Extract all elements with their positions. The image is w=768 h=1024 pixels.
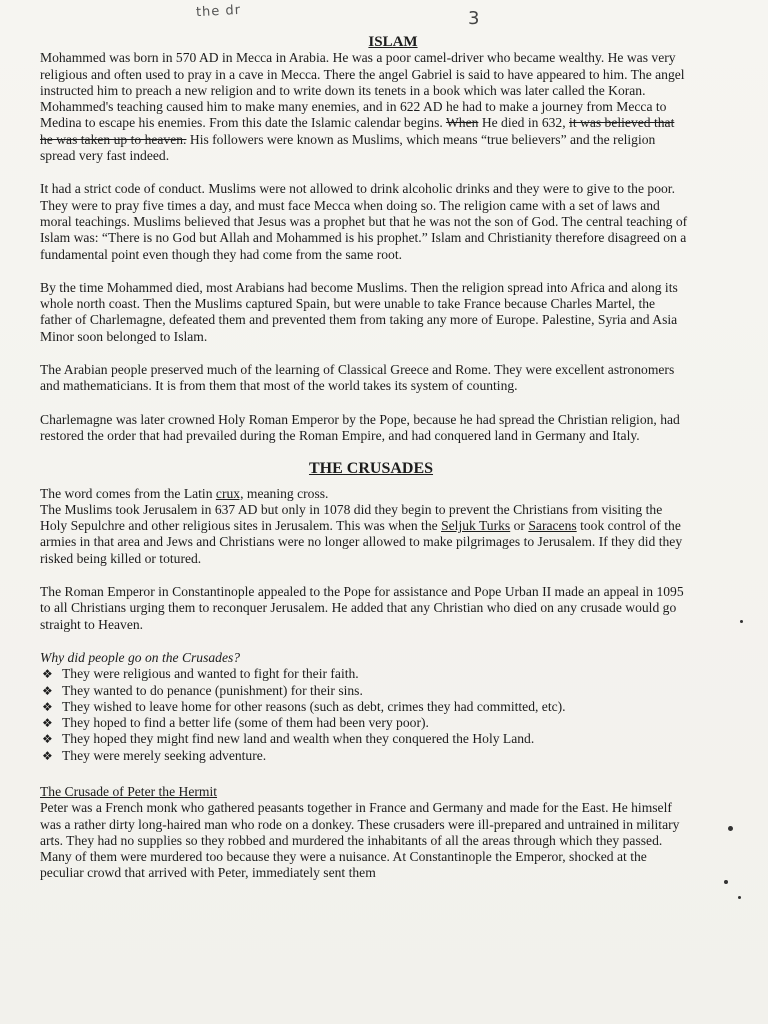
- scan-speck: [724, 880, 728, 884]
- list-item: [40, 683, 690, 699]
- reason-text: They wished to leave home for other reasons (such as debt, crimes they had committed, etc).: [62, 698, 566, 714]
- crusades-p1-text-b: meaning cross.: [246, 485, 329, 501]
- reason-text: They wanted to do penance (punishment) for their sins.: [62, 682, 363, 698]
- crusades-p2-text-b: took control of the armies in that area and Jews and Christians were no longer allowed to make pilgrimages to Jerusalem. If they did they risked being killed or totured.: [40, 518, 683, 566]
- diamond-bullet-icon: ❖: [42, 667, 53, 682]
- diamond-bullet-icon: ❖: [42, 683, 53, 698]
- struck-word: When: [445, 115, 479, 131]
- reason-text: They hoped to find a better life (some of them had been very poor).: [62, 715, 429, 731]
- diamond-bullet-icon: ❖: [42, 748, 53, 763]
- islam-title: ISLAM: [368, 34, 418, 50]
- list-item: [40, 715, 690, 731]
- diamond-bullet-icon: ❖: [42, 716, 53, 731]
- list-item: [40, 731, 690, 747]
- scan-speck: [740, 620, 743, 623]
- why-heading: Why did people go on the Crusades?: [40, 649, 241, 665]
- reason-text: They were merely seeking adventure.: [62, 747, 267, 763]
- crux-term: crux,: [215, 485, 244, 501]
- islam-paragraph-2: It had a strict code of conduct. Muslims were not allowed to drink alcoholic drinks and they were to give to the poor. They were to pray five times a day, and must face Mecca when doing so. The religion came with a set of laws and moral teachings. Muslims believed that Jesus was a prophet but that he was not the son of God. The central teaching of Islam was: “There is no God but Allah and Mohammed is his prophet.” Islam and Christianity therefore disagreed on a fundamental point even though they had come from the same root.: [40, 181, 688, 262]
- hermit-heading: The Crusade of Peter the Hermit: [40, 783, 218, 799]
- islam-paragraph-5: Charlemagne was later crowned Holy Roman Emperor by the Pope, because he had spread the Christian religion, had restored the order that had prevailed during the Roman Empire, and had conquered land in Germany and Italy.: [40, 411, 680, 443]
- reasons-list: [40, 666, 690, 764]
- islam-paragraph-1: [40, 50, 690, 164]
- crusades-p1-text-a: The word comes from the Latin: [40, 485, 213, 501]
- crusades-paragraph-2: [40, 502, 690, 567]
- saracens-term: Saracens: [528, 518, 577, 534]
- scan-speck: [738, 896, 741, 899]
- scan-speck: [728, 826, 733, 831]
- handwritten-note: the dr: [195, 2, 242, 21]
- list-item: [40, 699, 690, 715]
- list-item: [40, 748, 690, 764]
- crusades-p2-or: or: [513, 518, 525, 534]
- page-number: 3: [468, 8, 480, 29]
- seljuk-turks-term: Seljuk Turks: [441, 518, 511, 534]
- diamond-bullet-icon: ❖: [42, 699, 53, 714]
- reason-text: They hoped they might find new land and wealth when they conquered the Holy Land.: [62, 731, 535, 747]
- islam-paragraph-3: By the time Mohammed died, most Arabians had become Muslims. Then the religion spread into Africa and along its whole north coast. Then the Muslims captured Spain, but were unable to take France because Charles Martel, the father of Charlemagne, defeated them and prevented them from taking any more of Europe. Palestine, Syria and Asia Minor soon belonged to Islam.: [40, 279, 678, 344]
- struck-sentence: it was believed that he was taken up to heaven.: [40, 115, 675, 147]
- crusades-paragraph-1: [40, 486, 690, 502]
- crusades-paragraph-3: The Roman Emperor in Constantinople appealed to the Pope for assistance and Pope Urban II made an appeal in 1095 to all Christians urging them to reconquer Jerusalem. He added that any Christian who died on any crusade would go straight to Heaven.: [40, 584, 684, 632]
- islam-p1-text-c: His followers were known as Muslims, which means “true believers” and the religion spread very fast indeed.: [40, 131, 656, 164]
- list-item: [40, 666, 690, 682]
- document-body: [40, 34, 690, 899]
- reason-text: They were religious and wanted to fight for their faith.: [62, 666, 359, 682]
- crusades-title: THE CRUSADES: [308, 460, 434, 478]
- diamond-bullet-icon: ❖: [42, 732, 53, 747]
- hermit-paragraph: Peter was a French monk who gathered peasants together in France and Germany and made for the East. He himself was a rather dirty long-haired man who rode on a donkey. These crusaders were ill-prepared and untrained in military arts. They had no supplies so they robbed and murdered the inhabitants of all the areas through which they passed. Many of them were murdered too because they were a nuisance. At Constantinople the Emperor, shocked at the peculiar crowd that arrived with Peter, immediately sent them: [40, 800, 680, 881]
- islam-p1-text-a: Mohammed was born in 570 AD in Mecca in Arabia. He was a poor camel-driver who became wealthy. He was very religious and often used to pray in a cave in Mecca. There the angel Gabriel is said to have appeared to him. The angel instructed him to preach a new religion and to write down its tenets in a book which was later called the Koran. Mohammed's teaching caused him to make many enemies, and in 622 AD he had to make a journey from Mecca to Medina to escape his enemies. From this date the Islamic calendar begins.: [40, 50, 685, 131]
- islam-paragraph-4: The Arabian people preserved much of the learning of Classical Greece and Rome. They were excellent astronomers and mathematicians. It is from them that most of the world takes its system of counting.: [40, 362, 675, 394]
- islam-p1-text-b: He died in 632,: [481, 115, 566, 131]
- crusades-p2-text-a: The Muslims took Jerusalem in 637 AD but only in 1078 did they begin to prevent the Christians from visiting the Holy Sepulchre and other religious sites in Jerusalem. This was when the: [40, 501, 663, 534]
